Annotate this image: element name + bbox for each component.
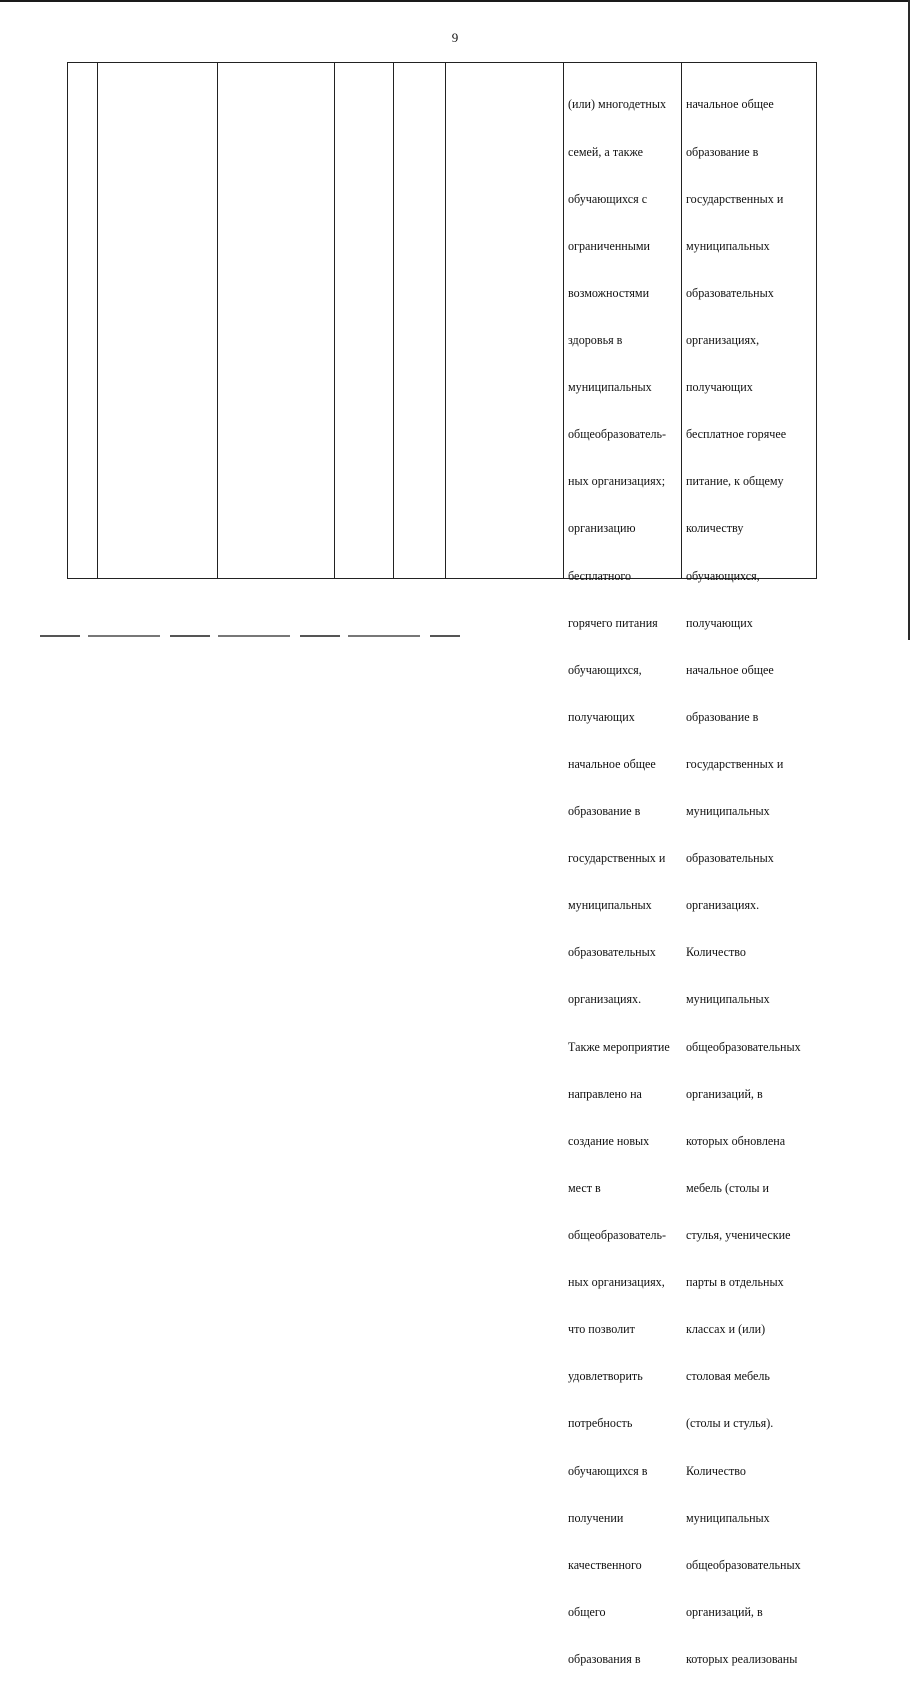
text-line: парты в отдельных — [686, 1275, 784, 1290]
text-line: образовательных — [686, 851, 774, 866]
column-divider-7 — [681, 62, 682, 579]
text-line: бесплатного — [568, 568, 632, 583]
text-line: муниципальных — [568, 380, 652, 395]
text-line: классах и (или) — [686, 1322, 766, 1337]
column-divider-3 — [334, 62, 335, 579]
text-line: потребность — [568, 1416, 633, 1431]
text-line: создание новых — [568, 1133, 650, 1148]
text-line: общеобразователь- — [568, 1228, 667, 1243]
text-line: организациях. — [568, 992, 642, 1007]
text-line: общеобразовательных — [686, 1039, 801, 1054]
text-line: (столы и стулья). — [686, 1416, 774, 1431]
text-line: муниципальных — [686, 238, 770, 253]
text-line: бесплатное горячее — [686, 427, 787, 442]
text-line: организацию — [568, 521, 636, 536]
text-line: получении — [568, 1510, 624, 1525]
text-line: организациях. — [686, 898, 760, 913]
text-line: получающих — [686, 615, 753, 630]
column-divider-1 — [97, 62, 98, 579]
page-number: 9 — [451, 30, 459, 45]
text-line: муниципальных — [686, 1510, 770, 1525]
text-line: общего — [568, 1604, 606, 1619]
text-line: направлено на — [568, 1086, 642, 1101]
table-cell-column-7 — [568, 66, 680, 1683]
table-cell-column-8 — [686, 66, 816, 1683]
column-divider-2 — [217, 62, 218, 579]
text-line: образовательных — [568, 945, 656, 960]
text-line: организаций, в — [686, 1604, 763, 1619]
text-line: стулья, ученические — [686, 1228, 791, 1243]
text-line: ных организациях, — [568, 1275, 665, 1290]
text-line: которых реализованы — [686, 1652, 798, 1667]
text-line: организациях, — [686, 332, 760, 347]
text-line: государственных и — [568, 851, 666, 866]
text-line: ных организациях; — [568, 474, 666, 489]
text-line: Количество — [686, 945, 746, 960]
text-line: организаций, в — [686, 1086, 763, 1101]
text-line: образования в — [568, 1652, 641, 1667]
text-line: которых обновлена — [686, 1133, 786, 1148]
column-divider-4 — [393, 62, 394, 579]
text-line: обучающихся с — [568, 191, 648, 206]
text-line: удовлетворить — [568, 1369, 643, 1384]
text-line: начальное общее — [686, 97, 774, 112]
text-line: образовательных — [686, 285, 774, 300]
text-line: образование в — [686, 709, 759, 724]
column-divider-5 — [445, 62, 446, 579]
text-line: начальное общее — [568, 756, 656, 771]
text-line: общеобразовательных — [686, 1557, 801, 1572]
text-line: ограниченными — [568, 238, 651, 253]
text-line: количеству — [686, 521, 744, 536]
text-line: образование в — [568, 804, 641, 819]
text-line: семей, а также — [568, 144, 644, 159]
text-line: горячего питания — [568, 615, 658, 630]
text-line: (или) многодетных — [568, 97, 667, 112]
text-line: что позволит — [568, 1322, 635, 1337]
text-line: муниципальных — [686, 992, 770, 1007]
column-divider-6 — [563, 62, 564, 579]
text-line: здоровья в — [568, 332, 623, 347]
text-line: государственных и — [686, 191, 784, 206]
text-line: обучающихся, — [686, 568, 760, 583]
text-line: мест в — [568, 1180, 601, 1195]
text-line: возможностями — [568, 285, 650, 300]
scan-edge-top — [0, 0, 910, 2]
text-line: столовая мебель — [686, 1369, 770, 1384]
text-line: Количество — [686, 1463, 746, 1478]
text-line: муниципальных — [686, 804, 770, 819]
text-line: муниципальных — [568, 898, 652, 913]
text-line: образование в — [686, 144, 759, 159]
text-line: государственных и — [686, 756, 784, 771]
text-line: питание, к общему — [686, 474, 784, 489]
text-line: получающих — [686, 380, 753, 395]
text-line: Также мероприятие — [568, 1039, 670, 1054]
text-line: качественного — [568, 1557, 642, 1572]
text-line: обучающихся в — [568, 1463, 648, 1478]
text-line: мебель (столы и — [686, 1180, 770, 1195]
scan-bottom-strip — [40, 635, 460, 637]
text-line: обучающихся, — [568, 662, 642, 677]
text-line: получающих — [568, 709, 635, 724]
text-line: начальное общее — [686, 662, 774, 677]
text-line: общеобразователь- — [568, 427, 667, 442]
